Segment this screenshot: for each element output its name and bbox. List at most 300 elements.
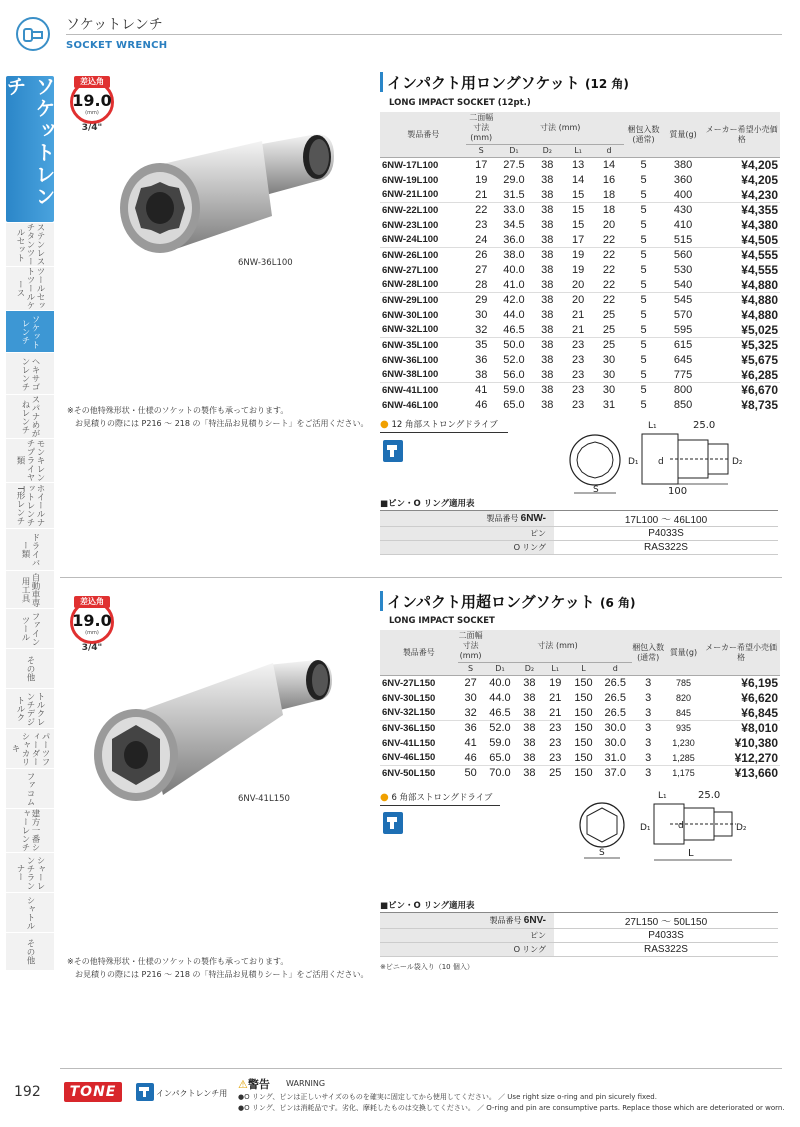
table-cell: 34.5: [503, 219, 525, 231]
th-dims: 寸法 (mm): [484, 630, 632, 663]
table-cell: 36: [475, 354, 488, 366]
price-cell: ¥5,325: [741, 338, 778, 353]
warning-line: ●O リング、ピンは消耗品です。劣化、摩耗したものは交換してください。 ／ O-ring and pin are consumptive parts. Replace those which are deteriorated or worn.: [238, 1104, 785, 1112]
sidebar-tab[interactable]: ツールセットツールケース: [6, 266, 54, 310]
table-row: [380, 706, 780, 721]
header-logo-icon: [16, 17, 50, 51]
image-caption: 6NW-36L100: [238, 258, 293, 268]
badge-inch: 3/4": [81, 123, 103, 133]
th-L1: L₁: [542, 663, 568, 676]
sidebar-tab[interactable]: ホイールナットレンチ T形レンチ: [6, 482, 54, 528]
table-cell: 20: [571, 294, 585, 307]
table-cell: 3: [632, 706, 665, 721]
product-code-cell: 6NW-21L100: [380, 188, 466, 203]
table-cell: 22: [602, 264, 616, 276]
section-accent: [380, 72, 383, 92]
table-cell: 150: [574, 722, 593, 735]
table-cell: 3: [645, 677, 652, 690]
impact-wrench-icon: [383, 812, 403, 834]
table-cell: 1,230: [672, 738, 695, 748]
table-cell: 30: [602, 384, 616, 397]
th-pack: 梱包入数(通常): [624, 112, 662, 158]
table-cell: 775: [663, 368, 704, 383]
sidebar-tab[interactable]: 自動車専用工具: [6, 570, 54, 608]
table-cell: 595: [663, 323, 704, 338]
price-cell: ¥4,505: [703, 233, 780, 248]
table-cell: 18: [602, 204, 616, 217]
table-cell: 38: [541, 219, 554, 231]
product-code-cell: 6NW-35L100: [382, 339, 439, 351]
table-cell: 19: [571, 249, 585, 262]
table-cell: 50.0: [503, 339, 525, 352]
diagram-D1: D₁: [628, 457, 639, 467]
table-cell: 38: [466, 368, 496, 383]
section-title-text: インパクト用超ロングソケット: [387, 593, 595, 611]
th-code: 製品番号: [380, 112, 466, 158]
table-cell: 46: [458, 751, 484, 766]
sidebar-tab[interactable]: ファインツール: [6, 608, 54, 648]
table-cell: 5: [624, 368, 662, 383]
product-code-cell: 6NW-26L100: [382, 249, 439, 261]
table-cell: 37.0: [604, 767, 626, 780]
table-row: [380, 368, 780, 383]
table-cell: 15: [571, 219, 585, 231]
table-row: [380, 308, 780, 323]
table-cell: 25: [549, 767, 562, 780]
section-subtitle: LONG IMPACT SOCKET (12pt.): [389, 98, 531, 108]
sidebar-tab[interactable]: トルクレンチデジトルク: [6, 688, 54, 728]
table-cell: 38: [541, 339, 554, 352]
note-line: ※その他特殊形状・仕様のソケットの製作も承っております。: [67, 957, 289, 966]
sidebar-main-tab[interactable]: ソケットレンチ: [6, 76, 54, 222]
product-code-cell: 6NW-23L100: [382, 219, 439, 231]
table-cell: 38: [523, 722, 536, 735]
table-cell: 38: [532, 188, 563, 203]
page-title: ソケットレンチ: [66, 17, 163, 33]
pin-code-label: 製品番号: [486, 514, 519, 523]
table-cell: 31: [602, 399, 616, 411]
page-number: 192: [14, 1084, 41, 1100]
table-cell: 16: [602, 174, 616, 186]
table-cell: 56.0: [496, 368, 532, 383]
table-cell: 26.5: [604, 677, 626, 690]
price-cell: ¥8,735: [741, 398, 778, 412]
footer-divider: [60, 1068, 782, 1069]
table-cell: 845: [665, 706, 703, 721]
table-cell: 38: [532, 233, 563, 248]
diagram-S: S: [599, 848, 605, 858]
sidebar-tab[interactable]: シャーレンチランナー: [6, 852, 54, 892]
table-row: [380, 233, 780, 248]
table-cell: 31.0: [599, 751, 632, 766]
impact-wrench-icon: [383, 440, 403, 462]
table-cell: 3: [645, 722, 652, 735]
th-L: L: [568, 663, 599, 676]
table-cell: 38: [523, 767, 536, 780]
table-cell: 44.0: [489, 692, 511, 704]
product-code-cell: 6NV-46L150: [380, 751, 458, 766]
table-cell: 5: [640, 354, 647, 366]
table-cell: 23: [571, 339, 585, 352]
price-cell: ¥4,355: [741, 203, 778, 218]
table-cell: 19: [475, 174, 488, 186]
feature-text: 12 角部ストロングドライブ: [391, 420, 498, 430]
table-cell: 22: [602, 294, 616, 307]
table-cell: 3: [645, 692, 652, 704]
diagram-L1: L₁: [648, 421, 657, 431]
table-cell: 38.0: [503, 249, 525, 262]
table-cell: 18: [594, 188, 625, 203]
sidebar-tab[interactable]: その他: [6, 932, 54, 970]
th-pack: 梱包入数(通常): [632, 630, 665, 676]
dimension-diagram-6pt: [570, 790, 780, 868]
warning-icon: ⚠: [238, 1078, 248, 1091]
price-cell: ¥4,380: [741, 218, 778, 232]
table-cell: 52.0: [503, 354, 525, 366]
table-cell: 33.0: [503, 204, 525, 217]
product-code-cell: 6NW-30L100: [382, 309, 439, 321]
table-cell: 5: [624, 323, 662, 338]
drive-size-badge: [70, 77, 114, 138]
product-code-cell: 6NW-29L100: [382, 294, 439, 306]
pin-code-label: 製品番号: [489, 916, 522, 925]
custom-order-note: [67, 404, 369, 430]
diagram-D2: D₂: [736, 823, 747, 833]
table-cell: 30: [475, 309, 488, 321]
warning-line: ●O リング、ピンは正しいサイズのものを確実に固定してから使用してください。 ／ Use right size o-ring and pin sicurely fixed.: [238, 1093, 657, 1101]
table-cell: 30.0: [604, 737, 626, 749]
header-divider: [66, 34, 782, 35]
table-cell: 22: [594, 233, 625, 248]
product-code-cell: 6NW-24L100: [380, 233, 466, 248]
table-cell: 59.0: [489, 737, 511, 749]
table-cell: 38: [541, 264, 554, 276]
diagram-S: S: [593, 485, 599, 495]
section-title: [387, 72, 629, 93]
badge-inch: 3/4": [81, 643, 103, 653]
table-row: [380, 338, 780, 353]
socket-12pt-image: [112, 126, 337, 261]
pin-code: 6NW-: [520, 513, 546, 524]
oring-label: O リング: [380, 541, 554, 555]
table-cell: 36.0: [496, 233, 532, 248]
table-cell: 820: [675, 693, 691, 703]
table-cell: 5: [640, 264, 647, 276]
section-title-text: インパクト用ロングソケット: [387, 74, 580, 92]
pin-table-12pt: [380, 510, 778, 555]
table-cell: 5: [624, 278, 662, 293]
table-cell: 615: [673, 339, 693, 352]
warning-heading: [238, 1076, 270, 1092]
table-cell: 5: [640, 399, 647, 411]
table-cell: 29: [475, 294, 488, 307]
diagram-L1: L₁: [658, 791, 667, 801]
product-code-cell: 6NW-41L100: [382, 384, 439, 396]
sidebar-tab[interactable]: ドライバー類: [6, 528, 54, 570]
section-subtitle: LONG IMPACT SOCKET: [389, 616, 495, 626]
sidebar-tab[interactable]: パーツフィーダーシャカリキ: [6, 728, 54, 768]
th-d: d: [599, 663, 632, 676]
diagram-D2: D₂: [732, 457, 743, 467]
table-cell: 24: [466, 233, 496, 248]
price-cell: ¥6,845: [702, 706, 780, 721]
table-cell: 21: [542, 706, 568, 721]
price-cell: ¥4,205: [741, 173, 778, 187]
table-cell: 545: [673, 294, 693, 307]
table-cell: 5: [640, 309, 647, 321]
table-cell: 1,285: [665, 751, 703, 766]
custom-order-note: [67, 955, 369, 981]
table-cell: 5: [640, 174, 647, 186]
table-row: [380, 323, 780, 338]
table-cell: 570: [673, 309, 693, 321]
sidebar-tab[interactable]: ステンレスチタンツールセット: [6, 222, 54, 266]
product-code-cell: 6NW-28L100: [380, 278, 466, 293]
table-cell: 19: [571, 264, 585, 276]
diagram-dim1: 25.0: [698, 790, 721, 801]
table-cell: 31.5: [496, 188, 532, 203]
table-cell: 5: [640, 219, 647, 231]
table-cell: 40.0: [489, 677, 511, 690]
price-cell: ¥4,230: [703, 188, 780, 203]
section-title-suffix: (6 角): [600, 596, 636, 610]
sidebar-tab[interactable]: 建方一番シャーレンチ: [6, 808, 54, 852]
table-cell: 150: [574, 677, 593, 690]
th-code: 製品番号: [380, 630, 458, 676]
diagram-dim2: 100: [668, 486, 688, 496]
sidebar-tab[interactable]: ヘキサゴンレンチ: [6, 352, 54, 394]
sidebar-tab[interactable]: モンキレンチプライヤ類: [6, 438, 54, 482]
table-row: [380, 736, 780, 751]
diagram-L: L: [688, 848, 694, 859]
table-row: [380, 173, 780, 188]
table-cell: 21: [549, 692, 562, 704]
table-cell: 40.0: [503, 264, 525, 276]
table-cell: 23: [542, 751, 568, 766]
table-cell: 27: [475, 264, 488, 276]
table-cell: 38: [532, 278, 563, 293]
diagram-D1: D₁: [640, 823, 651, 833]
table-cell: 150: [568, 706, 599, 721]
note-line: お見積りの際には P216 ～ 218 の「特注品お見積りシート」をご活用ください。: [75, 419, 369, 428]
price-cell: ¥4,880: [703, 278, 780, 293]
product-code-cell: 6NW-36L100: [382, 354, 439, 366]
price-cell: ¥6,195: [741, 676, 778, 691]
feature-6pt: ● 6 角部ストロングドライブ: [380, 791, 500, 806]
table-cell: 38: [541, 384, 554, 397]
table-cell: 38: [541, 309, 554, 321]
table-cell: 14: [602, 159, 616, 172]
pin-label: ピン: [380, 929, 554, 943]
product-code-cell: 6NV-36L150: [382, 722, 436, 734]
sidebar-tab[interactable]: その他: [6, 648, 54, 688]
table-cell: 5: [624, 188, 662, 203]
table-cell: 44.0: [503, 309, 525, 321]
th-L1: L₁: [563, 145, 594, 158]
diagram-d: d: [658, 457, 664, 467]
table-cell: 20: [602, 219, 616, 231]
product-code-cell: 6NW-27L100: [382, 264, 439, 276]
table-cell: 25: [602, 309, 616, 321]
product-code-cell: 6NW-32L100: [380, 323, 466, 338]
drive-size-badge: [70, 597, 114, 658]
table-cell: 515: [663, 233, 704, 248]
table-cell: 38: [541, 294, 554, 307]
table-cell: 5: [640, 159, 647, 172]
product-code-cell: 6NV-30L150: [382, 692, 436, 704]
th-width: 二面幅寸法(mm): [466, 112, 496, 145]
pin-table-6pt: [380, 912, 778, 957]
table-cell: 645: [673, 354, 693, 366]
oring-value: RAS322S: [554, 541, 778, 555]
table-cell: 20: [563, 278, 594, 293]
sidebar-tab[interactable]: ソケットレンチ: [6, 310, 54, 352]
table-cell: 360: [673, 174, 693, 186]
th-D1: D₁: [484, 663, 517, 676]
table-cell: 38: [532, 368, 563, 383]
product-code-cell: 6NW-38L100: [380, 368, 466, 383]
table-cell: 785: [675, 678, 691, 689]
table-cell: 41: [475, 384, 488, 397]
badge-unit: (mm): [85, 630, 99, 636]
table-cell: 38: [541, 249, 554, 262]
th-S: S: [466, 145, 496, 158]
price-cell: ¥4,205: [741, 158, 778, 173]
table-row: [380, 263, 780, 278]
table-cell: 65.0: [484, 751, 517, 766]
section-divider: [60, 577, 782, 578]
table-row: [380, 158, 780, 173]
oring-value: RAS322S: [554, 943, 778, 957]
th-width: 二面幅寸法(mm): [458, 630, 484, 663]
feature-12pt: ● 12 角部ストロングドライブ: [380, 418, 508, 433]
sidebar-tab[interactable]: スパナめがねレンチ: [6, 394, 54, 438]
table-cell: 3: [632, 751, 665, 766]
table-cell: 26.5: [604, 692, 626, 704]
table-cell: 530: [673, 264, 693, 276]
table-cell: 36: [464, 722, 477, 735]
price-cell: ¥5,025: [703, 323, 780, 338]
table-cell: 15: [571, 204, 585, 217]
image-caption: 6NV-41L150: [238, 794, 290, 804]
table-cell: 38: [523, 692, 536, 704]
badge-label: 差込角: [74, 76, 110, 88]
table-row: [380, 188, 780, 203]
product-code-cell: 6NW-22L100: [382, 204, 439, 216]
table-cell: 38: [541, 354, 554, 366]
table-cell: 38: [541, 159, 554, 172]
price-cell: ¥4,880: [741, 308, 778, 322]
sidebar-tab[interactable]: シャトル: [6, 892, 54, 932]
table-cell: 38: [516, 751, 542, 766]
product-code-cell: 6NW-19L100: [382, 174, 439, 186]
table-cell: 150: [568, 751, 599, 766]
badge-unit: (mm): [85, 110, 99, 116]
dimension-diagram-12pt: [560, 418, 785, 496]
table-cell: 41.0: [496, 278, 532, 293]
table-row: [380, 691, 780, 706]
th-d: d: [594, 145, 625, 158]
table-cell: 5: [640, 249, 647, 262]
badge-label: 差込角: [74, 596, 110, 608]
table-cell: 21: [466, 188, 496, 203]
warning-text: 警告: [247, 1078, 270, 1091]
table-cell: 1,175: [672, 768, 695, 779]
table-cell: 22: [475, 204, 488, 217]
table-cell: 5: [640, 339, 647, 352]
table-cell: 30: [594, 368, 625, 383]
table-row: [380, 676, 780, 691]
table-cell: 27: [464, 677, 477, 690]
price-cell: ¥5,675: [741, 353, 778, 367]
table-cell: 935: [675, 723, 691, 734]
price-cell: ¥12,270: [702, 751, 780, 766]
table-cell: 15: [563, 188, 594, 203]
price-cell: ¥4,880: [741, 293, 778, 308]
table-cell: 23: [571, 384, 585, 397]
page-subtitle: SOCKET WRENCH: [66, 40, 168, 51]
table-cell: 5: [640, 384, 647, 397]
table-cell: 38: [523, 737, 536, 749]
badge-value: 19.0: [72, 611, 112, 630]
table-row: [380, 766, 780, 781]
table-cell: 46.5: [484, 706, 517, 721]
table-cell: 560: [673, 249, 693, 262]
table-cell: 23: [563, 368, 594, 383]
th-D1: D₁: [496, 145, 532, 158]
table-cell: 38: [541, 399, 554, 411]
th-D2: D₂: [532, 145, 563, 158]
table-cell: 30: [464, 692, 477, 704]
pin-value: P4033S: [554, 929, 778, 943]
table-cell: 150: [574, 737, 593, 749]
table-row: [380, 293, 780, 308]
table-cell: 52.0: [489, 722, 511, 735]
pin-code: 6NV-: [523, 915, 546, 926]
table-cell: 3: [645, 737, 652, 749]
table-cell: 38: [541, 204, 554, 217]
sidebar-tab[interactable]: ファコム: [6, 768, 54, 808]
table-row: [380, 383, 780, 398]
table-cell: 5: [640, 204, 647, 217]
price-cell: ¥4,555: [741, 263, 778, 277]
pin-range: 17L100 ～ 46L100: [554, 511, 778, 527]
sidebar: [3, 76, 56, 970]
table-cell: 28: [466, 278, 496, 293]
pin-value: P4033S: [554, 527, 778, 541]
pin-range: 27L150 ～ 50L150: [554, 913, 778, 929]
table-cell: 21: [571, 309, 585, 321]
table-cell: 30: [602, 354, 616, 366]
footer-icon-label: インパクトレンチ用: [156, 1089, 228, 1098]
table-cell: 380: [673, 159, 693, 172]
table-cell: 430: [673, 204, 693, 217]
product-code-cell: 6NV-50L150: [382, 767, 436, 779]
table-cell: 26: [475, 249, 488, 262]
table-row: [380, 721, 780, 736]
table-cell: 29.0: [503, 174, 525, 186]
table-cell: 23: [571, 354, 585, 366]
product-code-cell: 6NV-32L150: [380, 706, 458, 721]
table-cell: 50: [464, 767, 477, 780]
table-cell: 410: [673, 219, 693, 231]
table-cell: 5: [640, 294, 647, 307]
table-cell: 22: [602, 249, 616, 262]
table-cell: 27.5: [503, 159, 525, 172]
warning-en: WARNING: [286, 1079, 326, 1088]
table-cell: 38: [541, 174, 554, 186]
table-cell: 38: [523, 677, 536, 690]
